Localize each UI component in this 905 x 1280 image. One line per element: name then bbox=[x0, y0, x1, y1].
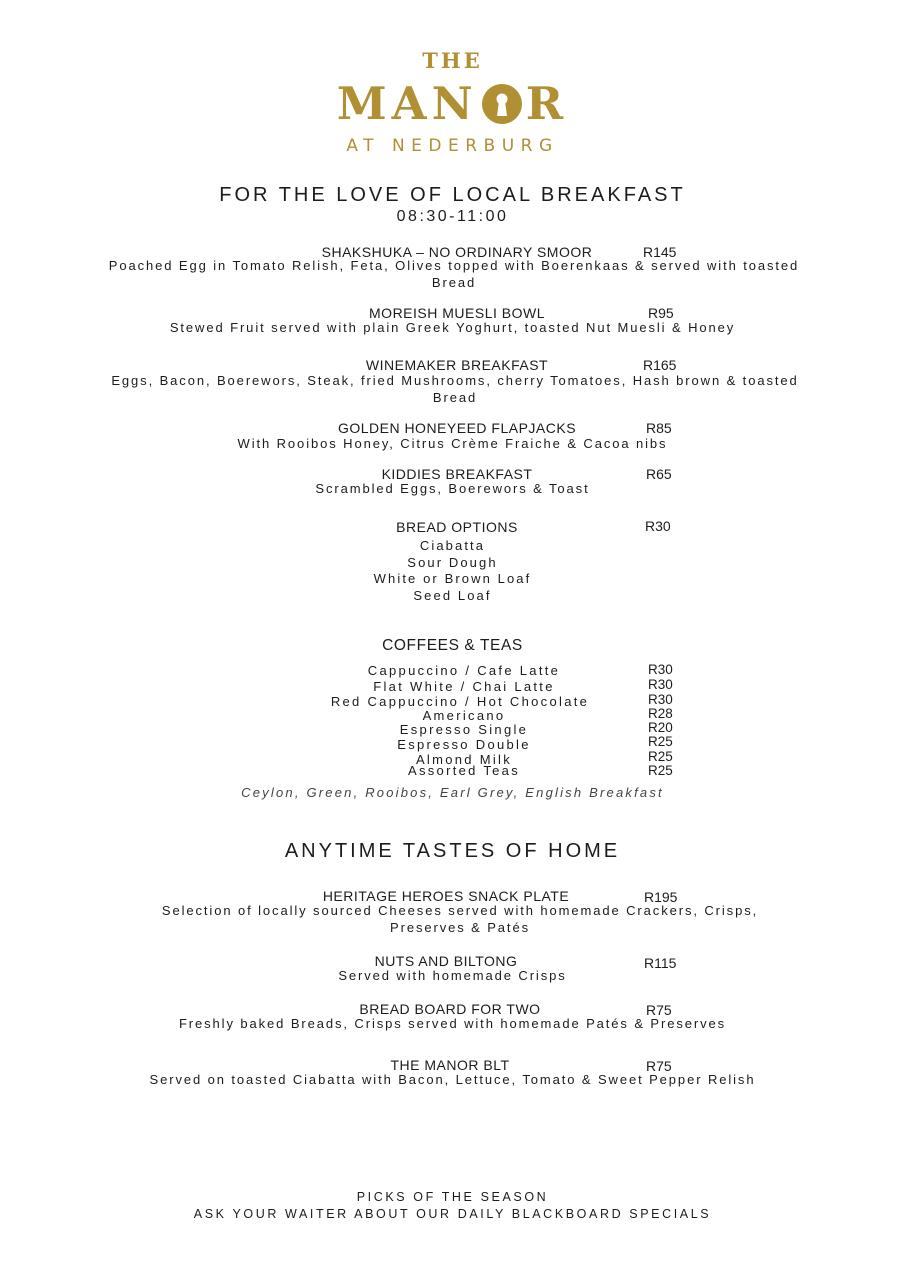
footer-picks: PICKS OF THE SEASON bbox=[356, 1190, 549, 1204]
item-description: With Rooibos Honey, Citrus Crème Fraiche & Cacoa nibs bbox=[237, 436, 668, 451]
item-name: BREAD BOARD FOR TWO bbox=[359, 1001, 541, 1017]
drink-price: R30 bbox=[648, 662, 673, 677]
drink-price: R28 bbox=[648, 706, 673, 721]
item-name: SHAKSHUKA – NO ORDINARY SMOOR bbox=[321, 244, 593, 260]
item-name: THE MANOR BLT bbox=[390, 1057, 510, 1073]
item-description: Served on toasted Ciabatta with Bacon, Lettuce, Tomato & Sweet Pepper Relish bbox=[149, 1072, 756, 1087]
item-description: Poached Egg in Tomato Relish, Feta, Olives topped with Boerenkaas & served with toasted Bread bbox=[108, 258, 800, 290]
breakfast-hours: 08:30-11:00 bbox=[396, 208, 509, 225]
logo-manor-right: R bbox=[525, 77, 569, 130]
keyhole-icon bbox=[480, 79, 524, 129]
footer-specials: ASK YOUR WAITER ABOUT OUR DAILY BLACKBOARD SPECIALS bbox=[193, 1207, 712, 1221]
drink-price: R30 bbox=[648, 692, 673, 707]
drink-name: Espresso Double bbox=[397, 737, 531, 752]
item-name: GOLDEN HONEYEED FLAPJACKS bbox=[337, 420, 577, 436]
item-name: HERITAGE HEROES SNACK PLATE bbox=[322, 888, 570, 904]
item-price: R65 bbox=[646, 466, 672, 482]
item-price: R195 bbox=[644, 889, 678, 905]
item-price: R165 bbox=[643, 357, 677, 373]
item-name: WINEMAKER BREAKFAST bbox=[365, 357, 549, 373]
item-name: MOREISH MUESLI BOWL bbox=[369, 305, 545, 321]
anytime-title: ANYTIME TASTES OF HOME bbox=[284, 840, 621, 862]
bread-option: Seed Loaf bbox=[413, 588, 492, 603]
drink-name: Almond Milk bbox=[415, 752, 513, 767]
drink-name: Red Cappuccino / Hot Chocolate bbox=[330, 694, 590, 709]
teas-note: Ceylon, Green, Rooibos, Earl Grey, English Breakfast bbox=[241, 785, 664, 800]
coffees-title: COFFEES & TEAS bbox=[382, 637, 523, 654]
bread-option: White or Brown Loaf bbox=[373, 571, 532, 586]
drink-price: R25 bbox=[648, 749, 673, 764]
drink-price: R25 bbox=[648, 763, 673, 778]
drink-price: R20 bbox=[648, 720, 673, 735]
item-description: Served with homemade Crisps bbox=[338, 968, 567, 983]
logo-manor-left: MAN bbox=[336, 77, 478, 130]
item-price: R75 bbox=[646, 1002, 672, 1018]
item-price: R115 bbox=[644, 955, 677, 971]
logo-the: THE bbox=[422, 48, 483, 73]
item-description: Eggs, Bacon, Boerewors, Steak, fried Mushrooms, cherry Tomatoes, Hash brown & toasted Bread bbox=[111, 373, 799, 405]
item-name: KIDDIES BREAKFAST bbox=[381, 466, 533, 482]
item-description: Selection of locally sourced Cheeses served with homemade Crackers, Crisps, Preserves & Patés bbox=[161, 903, 759, 935]
drink-name: Assorted Teas bbox=[407, 763, 521, 778]
item-description: Scrambled Eggs, Boerewors & Toast bbox=[315, 481, 590, 496]
drink-name: Cappuccino / Cafe Latte bbox=[367, 663, 561, 678]
item-price: R95 bbox=[648, 305, 674, 321]
item-price: R75 bbox=[646, 1058, 672, 1074]
breakfast-title: FOR THE LOVE OF LOCAL BREAKFAST bbox=[219, 184, 686, 206]
drink-price: R25 bbox=[648, 734, 673, 749]
item-name: NUTS AND BILTONG bbox=[374, 953, 518, 969]
drink-name: Flat White / Chai Latte bbox=[373, 679, 555, 694]
logo-manor bbox=[0, 78, 905, 130]
drink-price: R30 bbox=[648, 677, 673, 692]
drink-name: Espresso Single bbox=[399, 722, 529, 737]
bread-option: Sour Dough bbox=[407, 555, 498, 570]
item-price: R30 bbox=[645, 518, 671, 534]
bread-option: Ciabatta bbox=[419, 538, 486, 553]
drink-name: Americano bbox=[422, 708, 506, 723]
item-price: R85 bbox=[646, 420, 672, 436]
item-description: Freshly baked Breads, Crisps served with homemade Patés & Preserves bbox=[178, 1016, 727, 1031]
item-description: Stewed Fruit served with plain Greek Yoghurt, toasted Nut Muesli & Honey bbox=[169, 320, 736, 335]
item-price: R145 bbox=[643, 244, 677, 260]
logo-nederburg: AT NEDERBURG bbox=[346, 136, 559, 156]
item-name: BREAD OPTIONS bbox=[396, 519, 518, 535]
